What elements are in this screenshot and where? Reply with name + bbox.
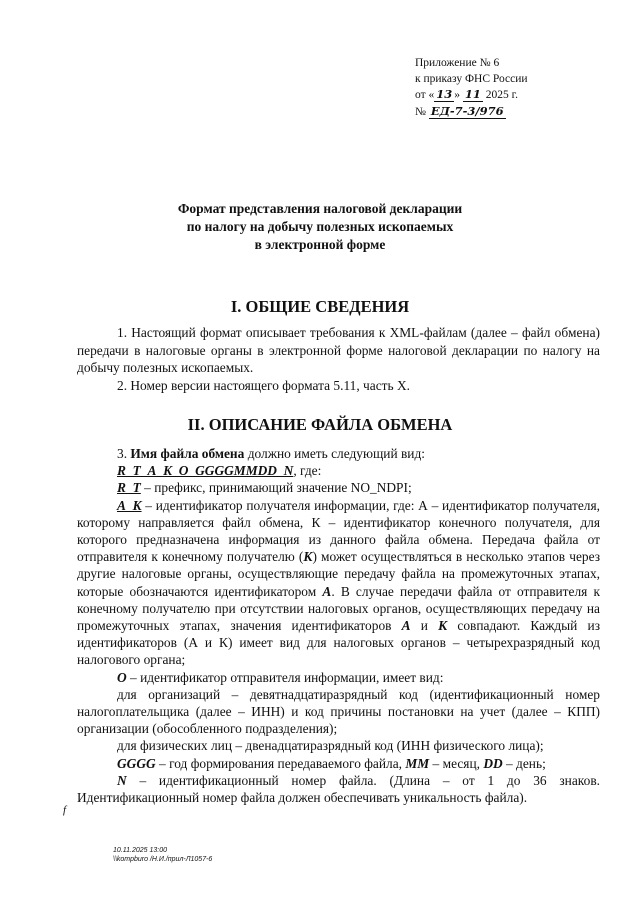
handwritten-month: 11: [464, 87, 481, 101]
individual-definition: для физических лиц – двенадцатиразрядный код (ИНН физического лица);: [117, 738, 544, 754]
rt-definition: R_T – префикс, принимающий значение NO_NDPI;: [117, 480, 412, 496]
section-1-heading: I. ОБЩИЕ СВЕДЕНИЯ: [230, 297, 410, 316]
date-definition: GGGG – год формирования передаваемого файла, MM – месяц, DD – день;: [117, 755, 546, 771]
margin-mark: f: [63, 804, 67, 816]
paragraph-3: 3. Имя файла обмена должно иметь следующий вид:: [117, 446, 425, 461]
footer-path: \\kompburo /Н.И./прил-Л1057-6: [113, 856, 213, 863]
section-2-heading: II. ОПИСАНИЕ ФАЙЛА ОБМЕНА: [187, 415, 453, 434]
handwritten-number: ЕД-7-3/976: [430, 103, 504, 118]
o-definition: O – идентификатор отправителя информации, имеет вид:: [117, 669, 444, 685]
footer-note: [113, 846, 212, 864]
section-2-body: [77, 445, 600, 806]
footer-timestamp: 10.11.2025 13:00: [113, 847, 167, 854]
ak-definition: A_K – идентификатор получателя информации, где: А – идентификатор получателя, которому направляется файл обмена, К – идентификатор конечного получателя, для которого предназначена информация из данного файла обмена. Передача файла от отправителя к конечному получателю (К) может осуществляться в несколько этапов через другие налоговые органы, осуществляющие передачу файла на промежуточных этапах, которые обозначаются идентификатором А. В случае передачи файла от отправителя к конечному получателю при отсутствии налоговых органов, осуществляющих передачу на промежуточных этапах, значения идентификаторов А и К совпадают. Каждый из идентификаторов (А и К) имеет вид для налоговых органов – четырехразрядный код налогового органа;: [77, 497, 600, 668]
document-title: Формат представления налоговой декларации по налогу на добычу полезных ископаемых в электронной форме: [177, 201, 463, 252]
appendix-date: от « 13 » 11 2025 г.: [415, 87, 518, 101]
n-definition: N – идентификационный номер файла. (Длина – от 1 до 36 знаков. Идентификационный номер файла должен обеспечивать уникальность файла).: [77, 772, 600, 806]
appendix-line-2: к приказу ФНС России: [415, 72, 528, 85]
org-definition: для организаций – девятнадцатиразрядный код (идентификационный номер налогоплательщика (далее – ИНН) и код причины постановки на учет (далее – КПП) организации (обособленного подразделения);: [77, 686, 600, 737]
paragraph-2: 2. Номер версии настоящего формата 5.11, часть X.: [117, 377, 410, 393]
appendix-line-1: Приложение № 6: [415, 57, 500, 69]
handwritten-day: 13: [436, 87, 453, 101]
section-1-body: [77, 324, 600, 394]
appendix-number: № ЕД-7-3/976: [415, 103, 504, 118]
appendix-block: [415, 56, 528, 120]
file-name-pattern: R_T_A_K_O_GGGGMMDD_N, где:: [117, 463, 322, 479]
paragraph-1: 1. Настоящий формат описывает требования к XML-файлам (далее – файл обмена) передачи в налоговые органы в электронной форме налоговой декларации по налогу на добычу полезных ископаемых.: [77, 325, 600, 375]
